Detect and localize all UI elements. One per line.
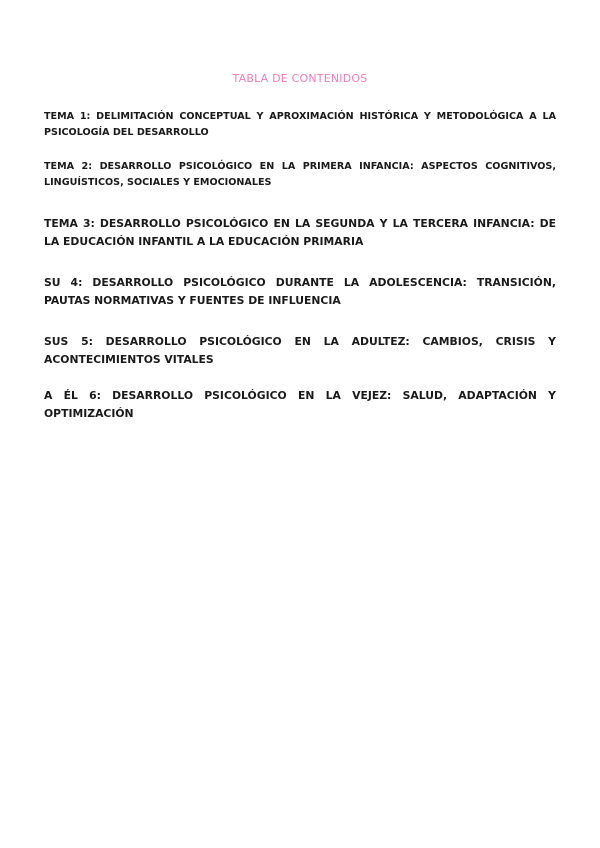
toc-entry-tema-5[interactable]: SUS 5: DESARROLLO PSICOLÓGICO EN LA ADULTEZ: CAMBIOS, CRISIS Y ACONTECIMIENTOS VITALES xyxy=(44,335,556,366)
toc-entry-tema-6[interactable]: A ÉL 6: DESARROLLO PSICOLÓGICO EN LA VEJEZ: SALUD, ADAPTACIÓN Y OPTIMIZACIÓN xyxy=(44,389,556,420)
toc-title: TABLA DE CONTENIDOS xyxy=(232,72,368,85)
toc-entry-tema-4[interactable]: SU 4: DESARROLLO PSICOLÓGICO DURANTE LA ADOLESCENCIA: TRANSICIÓN, PAUTAS NORMATIVAS Y FUENTES DE INFLUENCIA xyxy=(44,276,556,307)
toc-entry-tema-3[interactable]: TEMA 3: DESARROLLO PSICOLÓGICO EN LA SEGUNDA Y LA TERCERA INFANCIA: DE LA EDUCACIÓN INFANTIL A LA EDUCACIÓN PRIMARIA xyxy=(44,217,556,248)
toc-entry-tema-1[interactable]: TEMA 1: DELIMITACIÓN CONCEPTUAL Y APROXIMACIÓN HISTÓRICA Y METODOLÓGICA A LA PSICOLOGÍA DEL DESARROLLO xyxy=(44,111,556,138)
toc-entry-tema-2[interactable]: TEMA 2: DESARROLLO PSICOLÓGICO EN LA PRIMERA INFANCIA: ASPECTOS COGNITIVOS, LINGUÍSTICOS, SOCIALES Y EMOCIONALES xyxy=(44,161,556,188)
